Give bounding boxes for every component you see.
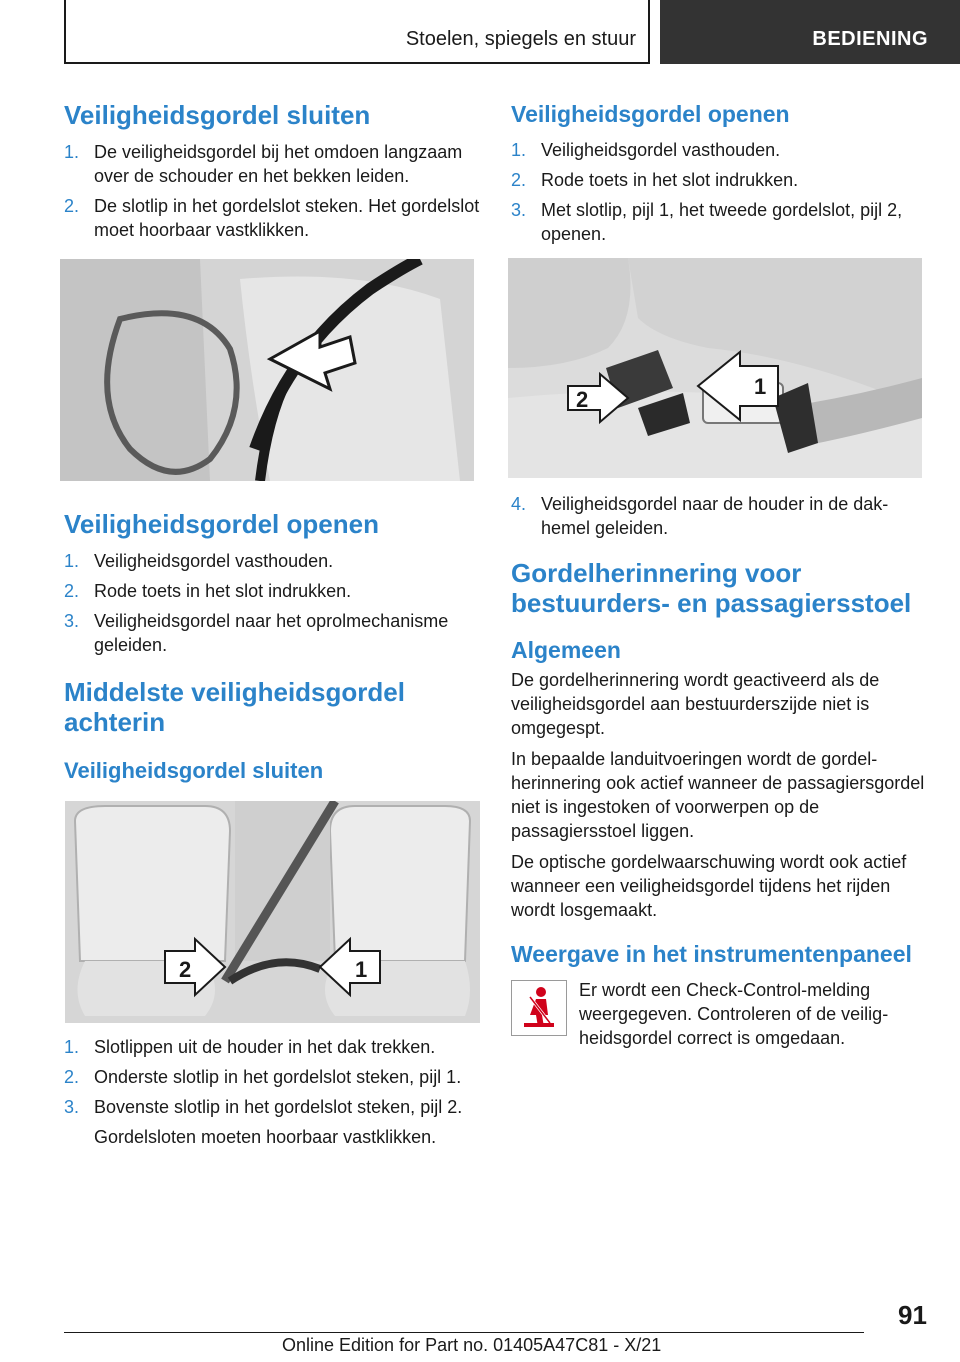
heading-belt-close: Veiligheidsgordel sluiten (64, 100, 371, 130)
chapter-title: Stoelen, spiegels en stuur (405, 28, 636, 50)
subheading-instrument-panel: Weergave in het instrumentenpaneel (511, 941, 912, 967)
section-tab-label: BEDIENING (812, 28, 928, 50)
paragraph: De gordelherinnering wordt geactiveerd als de veiligheidsgordel aan bestuurderszijde niet is omgegespt. (511, 670, 880, 738)
note-text: Gordelsloten moeten hoorbaar vastklikken. (94, 1127, 437, 1147)
figure-label: 1 (754, 374, 767, 399)
figure-label: 2 (576, 387, 589, 412)
steps-belt-close (64, 140, 480, 242)
figure-label: 2 (179, 957, 192, 982)
footer-divider (64, 1332, 864, 1333)
list-item: 3. Veiligheidsgordel naar het oprolmechanisme geleiden. (64, 611, 449, 655)
list-item: 1. Veiligheidsgordel vasthouden. (64, 551, 334, 571)
steps-belt-open-right-cont (511, 492, 931, 540)
right-column (511, 100, 931, 1057)
reminder-text (511, 668, 931, 922)
list-item: 1. Slotlippen uit de houder in het dak trekken. (64, 1037, 436, 1057)
list-item: 3. Bovenste slotlip in het gordelslot steken, pijl 2. (64, 1097, 463, 1117)
list-item: 1. Veiligheidsgordel vasthouden. (511, 140, 781, 160)
paragraph: In bepaalde landuitvoeringen wordt de gordelherinnering ook actief wanneer de passagiersgordel niet is ingestoken of voorwerpen op de passagiersstoel liggen. (511, 749, 925, 841)
check-control-note (511, 978, 931, 1050)
list-item: 2. Onderste slotlip in het gordelslot steken, pijl 1. (64, 1067, 462, 1087)
heading-belt-reminder: Gordelherinnering voor bestuurders- en passagiersstoel (511, 558, 912, 618)
paragraph: De optische gordelwaarschuwing wordt ook actief wanneer een veiligheidsgordel tijdens het rijden wordt losgemaakt. (511, 852, 907, 920)
section-tab (660, 0, 960, 64)
seatbelt-warning-icon (511, 980, 567, 1036)
heading-center-rear-belt: Middelste veiligheidsgordel achterin (64, 677, 405, 737)
list-item: 4. Veiligheidsgordel naar de houder in de dakhemel geleiden. (511, 494, 889, 538)
steps-belt-open-right (511, 138, 931, 246)
header-title-box (64, 0, 650, 64)
list-item: 1. De veiligheidsgordel bij het omdoen langzaam over de schouder en het bekken leiden. (64, 142, 463, 186)
figure-label: 1 (355, 957, 368, 982)
subheading-general: Algemeen (511, 637, 621, 663)
edition-text: Online Edition for Part no. 01405A47C81 - X/21 (282, 1335, 662, 1355)
list-item: 2. Rode toets in het slot indrukken. (511, 170, 799, 190)
steps-belt-open (64, 549, 480, 657)
page-number: 91 (898, 1300, 927, 1330)
heading-belt-open: Veiligheidsgordel openen (64, 509, 379, 539)
subheading-belt-close: Veiligheidsgordel sluiten (64, 758, 324, 783)
list-item: 3. Met slotlip, pijl 1, het tweede gordelslot, pijl 2, openen. (511, 200, 903, 244)
heading-belt-open-right: Veiligheidsgordel openen (511, 101, 790, 127)
rear-buckle-figure (508, 258, 922, 478)
left-column (64, 100, 480, 1149)
steps-rear-belt (64, 1035, 480, 1119)
list-item: 2. De slotlip in het gordelslot steken. Het gordelslot moet hoorbaar vastklikken. (64, 196, 480, 240)
list-item: 2. Rode toets in het slot indrukken. (64, 581, 352, 601)
check-control-text: Er wordt een Check-Control-melding weergegeven. Controleren of de veiligheidsgordel correct is omgedaan. (579, 980, 889, 1048)
rear-center-belt-figure (65, 801, 480, 1023)
front-seat-belt-figure (60, 259, 474, 481)
